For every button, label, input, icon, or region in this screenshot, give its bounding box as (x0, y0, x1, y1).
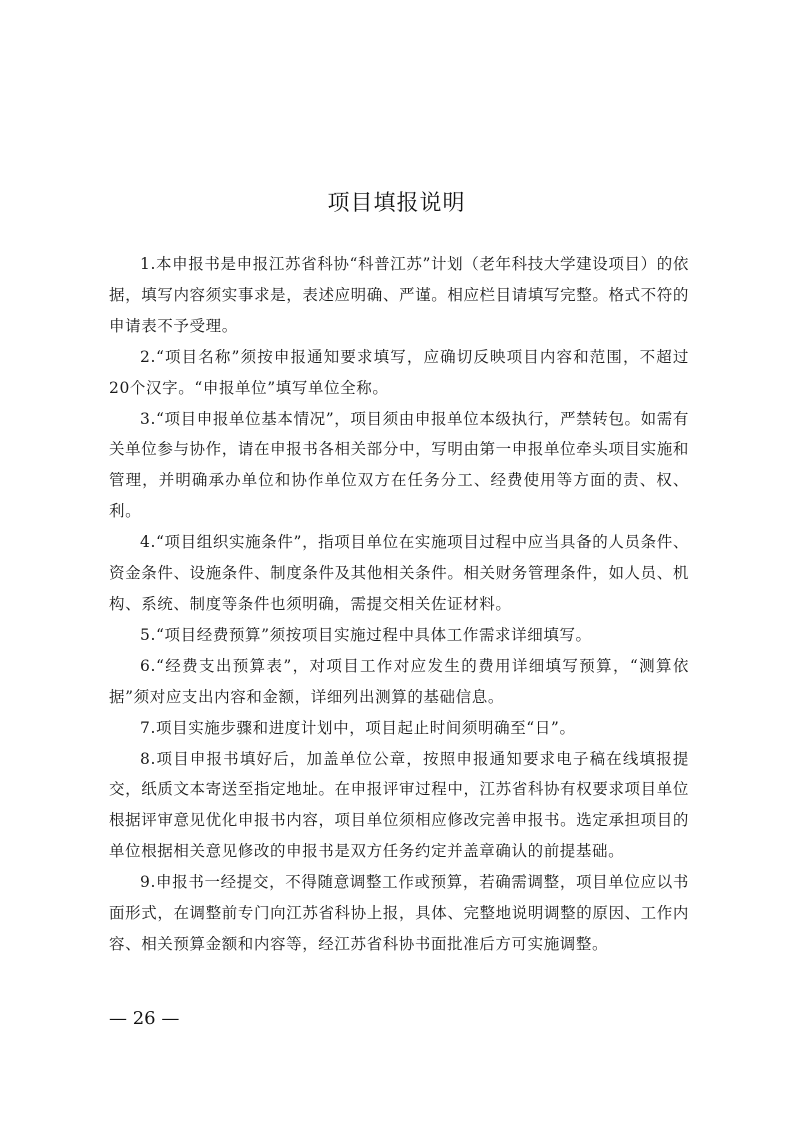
instruction-paragraph-7: 7.项目实施步骤和进度计划中，项目起止时间须明确至“日”。 (140, 718, 576, 737)
instruction-paragraph-1: 1.本申报书是申报江苏省科协“科普江苏”计划（老年科技大学建设项目）的依据，填写内容须实事求是，表述应明确、严谨。相应栏目请填写完整。格式不符的申请表不予受理。 (109, 255, 689, 335)
instruction-paragraph-3: 3.“项目申报单位基本情况”，项目须由申报单位本级执行，严禁转包。如需有关单位参与协作，请在申报书各相关部分中，写明由第一申报单位牵头项目实施和管理，并明确承办单位和协作单位双方在任务分工、经费使用等方面的责、权、利。 (109, 409, 689, 521)
instructions-body (109, 249, 689, 960)
instruction-paragraph-8: 8.项目申报书填好后，加盖单位公章，按照申报通知要求电子稿在线填报提交，纸质文本寄送至指定地址。在申报评审过程中，江苏省科协有权要求项目单位根据评审意见优化申报书内容，项目单位须相应修改完善申报书。选定承担项目的单位根据相关意见修改的申报书是双方任务约定并盖章确认的前提基础。 (109, 749, 689, 861)
instruction-paragraph-6: 6.“经费支出预算表”，对项目工作对应发生的费用详细填写预算，“测算依据”须对应支出内容和金额，详细列出测算的基础信息。 (109, 656, 689, 706)
page-title: 项目填报说明 (327, 191, 466, 216)
page-number: — 26 — (109, 1008, 180, 1029)
instruction-paragraph-2: 2.“项目名称”须按申报通知要求填写，应确切反映项目内容和范围，不超过20个汉字。“申报单位”填写单位全称。 (109, 347, 689, 397)
instruction-paragraph-4: 4.“项目组织实施条件”，指项目单位在实施项目过程中应当具备的人员条件、资金条件、设施条件、制度条件及其他相关条件。相关财务管理条件，如人员、机构、系统、制度等条件也须明确，需提交相关佐证材料。 (109, 533, 689, 613)
instruction-paragraph-9: 9.申报书一经提交，不得随意调整工作或预算，若确需调整，项目单位应以书面形式，在调整前专门向江苏省科协上报，具体、完整地说明调整的原因、工作内容、相关预算金额和内容等，经江苏省科协书面批准后方可实施调整。 (109, 873, 689, 953)
instruction-paragraph-5: 5.“项目经费预算”须按项目实施过程中具体工作需求详细填写。 (140, 625, 592, 644)
